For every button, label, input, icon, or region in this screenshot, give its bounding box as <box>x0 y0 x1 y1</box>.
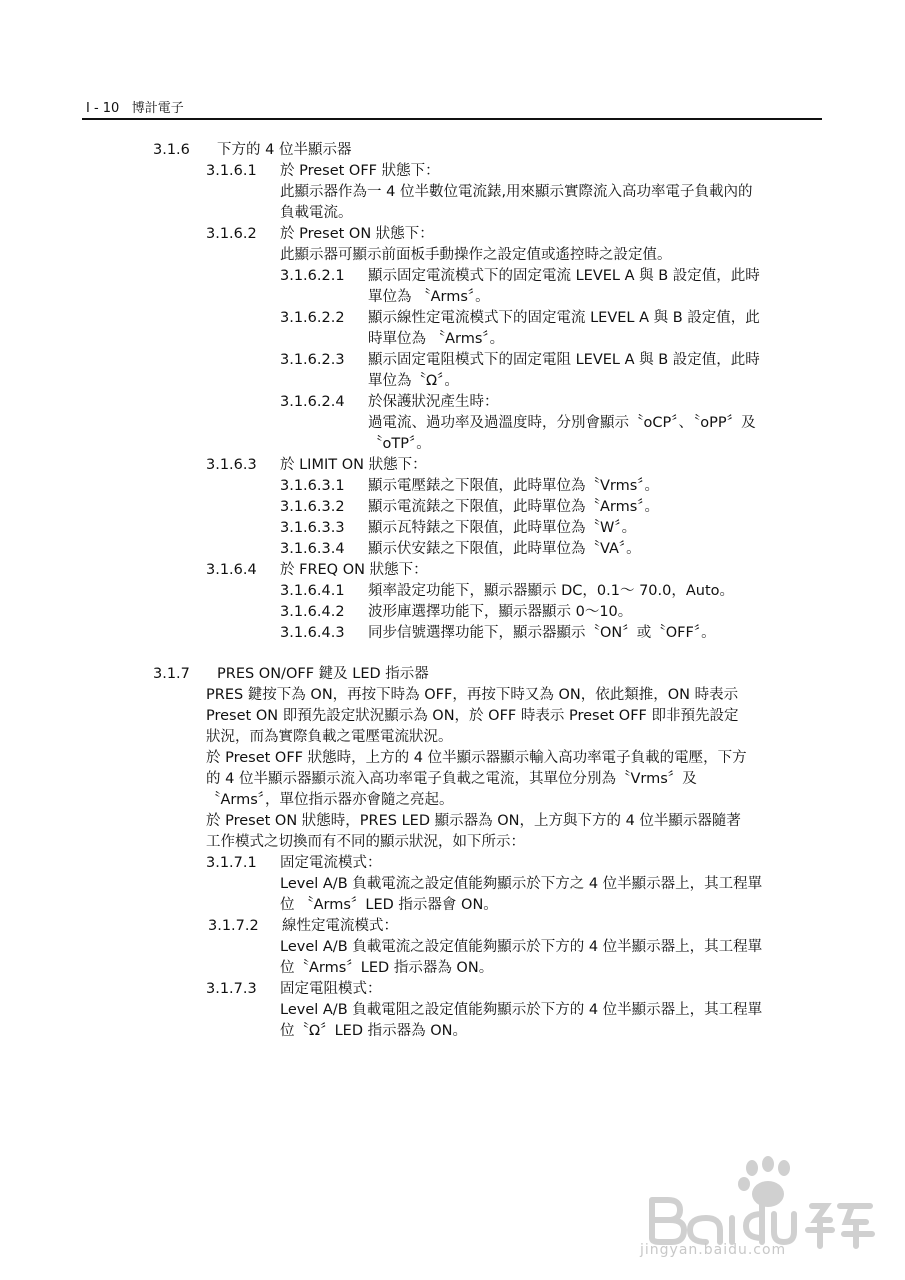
item-text: 單位為〝Ω〞。 <box>368 373 459 389</box>
item-text: 顯示伏安錶之下限值，此時單位為〝VA〞。 <box>368 541 641 557</box>
item-number: 3.1.6.2.2 <box>280 310 345 326</box>
subsection-title: 線性定電流模式： <box>282 918 398 934</box>
watermark-site-text: jingyan.baidu.com <box>640 1242 787 1258</box>
item-number: 3.1.6.4.3 <box>280 625 345 641</box>
paragraph-line: Preset ON 即預先設定狀況顯示為 ON，於 OFF 時表示 Preset OFF 即非預先設定 <box>206 708 739 724</box>
subsection-number: 3.1.6.3 <box>206 457 257 473</box>
item-text: 顯示固定電阻模式下的固定電阻 LEVEL A 與 B 設定值，此時 <box>368 352 760 368</box>
item-number: 3.1.6.4.2 <box>280 604 345 620</box>
item-text: 同步信號選擇功能下，顯示器顯示〝ON〞或〝OFF〞。 <box>368 625 716 641</box>
item-number: 3.1.6.2.3 <box>280 352 345 368</box>
subsection-number: 3.1.6.2 <box>206 226 257 242</box>
item-text: 波形庫選擇功能下，顯示器顯示 0～10。 <box>368 604 633 620</box>
subsection-number: 3.1.6.4 <box>206 562 257 578</box>
subsection-number: 3.1.6.1 <box>206 163 257 179</box>
subsection-number: 3.1.7.2 <box>208 918 259 934</box>
item-text: 顯示瓦特錶之下限值，此時單位為〝W〞。 <box>368 520 637 536</box>
item-text: 顯示電壓錶之下限值，此時單位為〝Vrms〞。 <box>368 478 660 494</box>
paragraph-line: 於 Preset ON 狀態時，PRES LED 顯示器為 ON，上方與下方的 4 位半顯示器隨著 <box>206 813 741 829</box>
paragraph-line: 的 4 位半顯示器顯示流入高功率電子負載之電流，其單位分別為〝Vrms〞及 <box>206 771 697 787</box>
paragraph-line: 此顯示器可顯示前面板手動操作之設定值或遙控時之設定值。 <box>280 247 672 263</box>
subsection-title: 固定電流模式： <box>280 855 382 871</box>
paragraph-line: Level A/B 負載電流之設定值能夠顯示於下方之 4 位半顯示器上，其工程單 <box>280 876 763 892</box>
item-text: 單位為 〝Arms〞。 <box>368 289 490 305</box>
item-number: 3.1.6.2.4 <box>280 394 345 410</box>
item-text: 於保護狀況產生時： <box>368 394 499 410</box>
paragraph-line: PRES 鍵按下為 ON，再按下時為 OFF，再按下時又為 ON，依此類推，ON 時表示 <box>206 687 739 703</box>
header-rule <box>82 118 822 120</box>
item-number: 3.1.6.3.2 <box>280 499 345 515</box>
subsection-title: 於 LIMIT ON 狀態下： <box>280 457 427 473</box>
item-text: 顯示固定電流模式下的固定電流 LEVEL A 與 B 設定值，此時 <box>368 268 760 284</box>
item-text: 頻率設定功能下，顯示器顯示 DC，0.1～ 70.0，Auto。 <box>368 583 735 599</box>
company-name: 博計電子 <box>131 101 184 116</box>
paragraph-line: Level A/B 負載電流之設定值能夠顯示於下方的 4 位半顯示器上，其工程單 <box>280 939 763 955</box>
item-text: 顯示電流錶之下限值，此時單位為〝Arms〞。 <box>368 499 660 515</box>
paragraph-line: 負載電流。 <box>280 205 353 221</box>
paragraph-line: 位〝Ω〞LED 指示器為 ON。 <box>280 1023 467 1039</box>
subsection-title: 固定電阻模式： <box>280 981 382 997</box>
paragraph-line: 位 〝Arms〞LED 指示器會 ON。 <box>280 897 498 913</box>
paragraph-line: 於 Preset OFF 狀態時，上方的 4 位半顯示器顯示輸入高功率電子負載的電壓，下方 <box>206 750 747 766</box>
item-number: 3.1.6.4.1 <box>280 583 345 599</box>
item-number: 3.1.6.3.1 <box>280 478 345 494</box>
subsection-number: 3.1.7.1 <box>206 855 257 871</box>
subsection-title: 於 FREQ ON 狀態下： <box>280 562 428 578</box>
subsection-number: 3.1.7.3 <box>206 981 257 997</box>
section-number: 3.1.6 <box>153 142 190 158</box>
section-title: 下方的 4 位半顯示器 <box>217 142 352 158</box>
item-text: 顯示線性定電流模式下的固定電流 LEVEL A 與 B 設定值，此 <box>368 310 760 326</box>
subsection-title: 於 Preset ON 狀態下： <box>280 226 434 242</box>
item-text: 〝oTP〞。 <box>368 436 431 452</box>
item-text: 時單位為 〝Arms〞。 <box>368 331 505 347</box>
paragraph-line: 狀況，而為實際負載之電壓電流狀況。 <box>206 729 453 745</box>
page-ref: I - 10 <box>86 101 120 116</box>
paragraph-line: Level A/B 負載電阻之設定值能夠顯示於下方的 4 位半顯示器上，其工程單 <box>280 1002 763 1018</box>
page-header <box>86 98 184 119</box>
paragraph-line: 工作模式之切換而有不同的顯示狀況，如下所示： <box>206 834 525 850</box>
paragraph-line: 位〝Arms〞LED 指示器為 ON。 <box>280 960 494 976</box>
subsection-title: 於 Preset OFF 狀態下： <box>280 163 440 179</box>
section-title: PRES ON/OFF 鍵及 LED 指示器 <box>217 666 429 682</box>
paragraph-line: 此顯示器作為一 4 位半數位電流錶,用來顯示實際流入高功率電子負載內的 <box>280 184 753 200</box>
item-text: 過電流、過功率及過溫度時，分別會顯示〝oCP〞、〝oPP〞及 <box>368 415 756 431</box>
section-number: 3.1.7 <box>153 666 190 682</box>
item-number: 3.1.6.2.1 <box>280 268 345 284</box>
paragraph-line: 〝Arms〞，單位指示器亦會隨之亮起。 <box>206 792 454 808</box>
item-number: 3.1.6.3.3 <box>280 520 345 536</box>
item-number: 3.1.6.3.4 <box>280 541 345 557</box>
